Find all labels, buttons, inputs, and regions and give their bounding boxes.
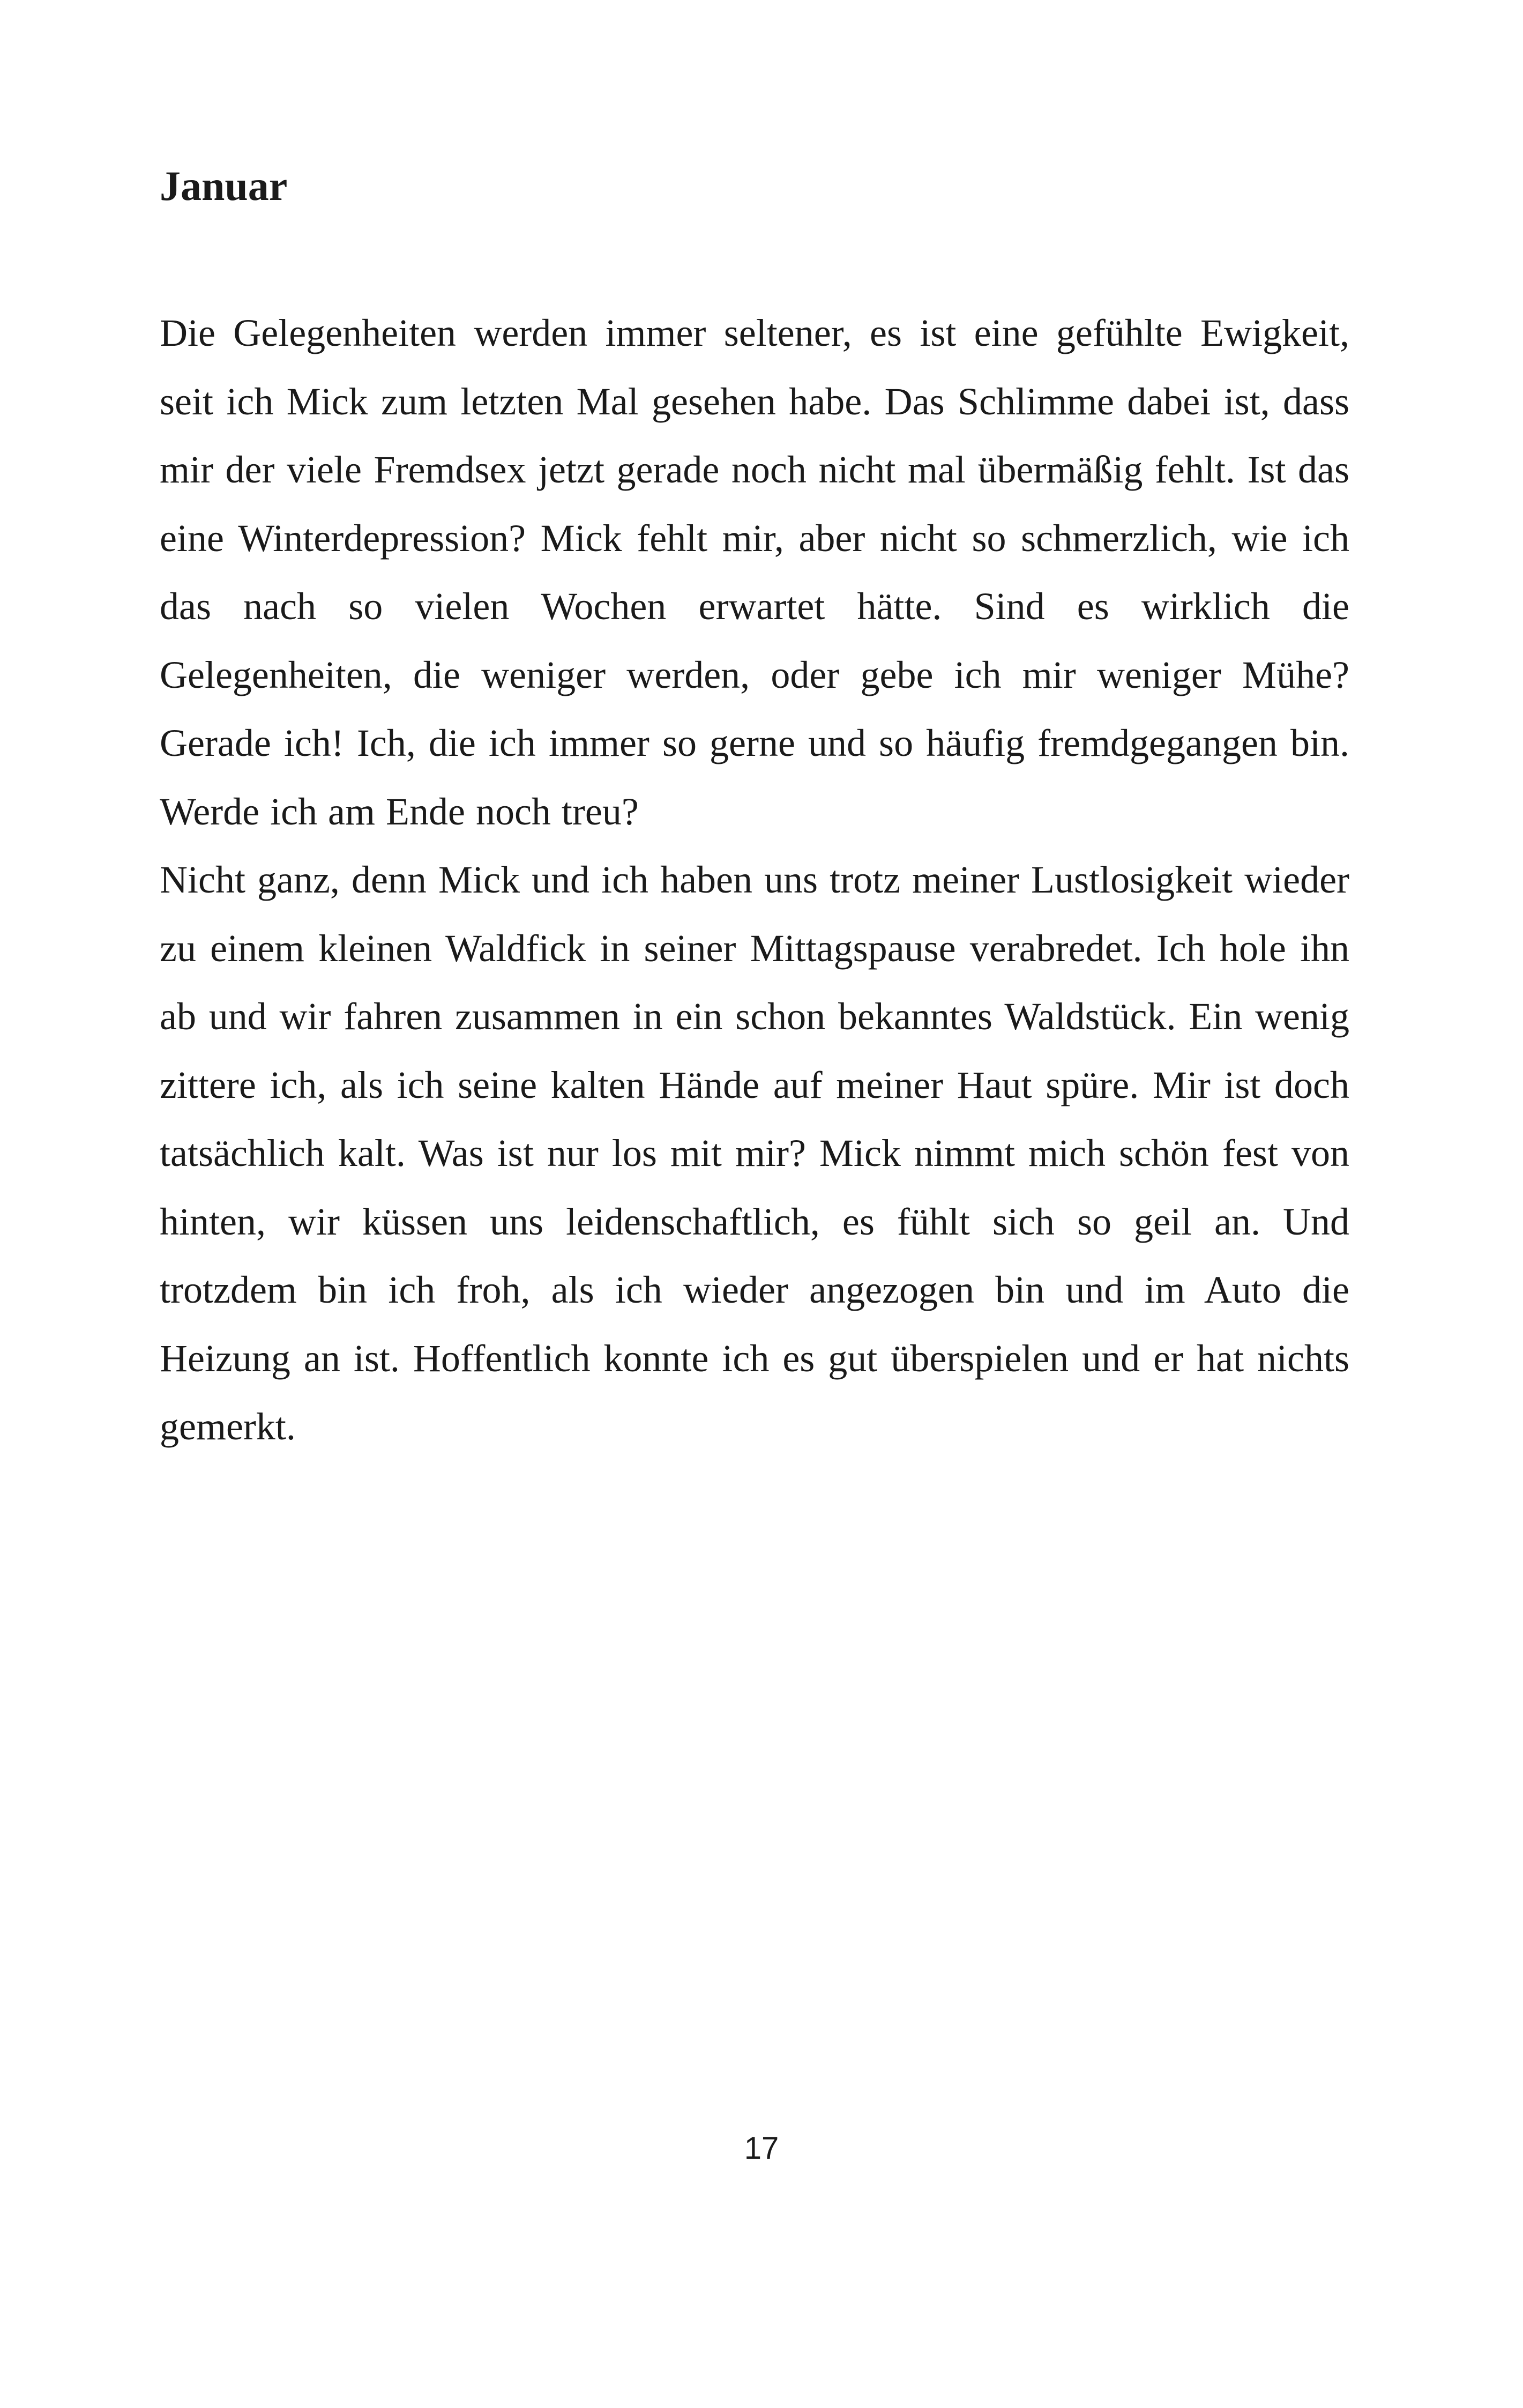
body-text [160, 299, 1349, 1461]
paragraph-2: Nicht ganz, denn Mick und ich haben uns trotz meiner Lustlosigkeit wieder zu einem kleinen Waldfick in seiner Mittagspause verabredet. Ich hole ihn ab und wir fahren zusammen in ein schon bekanntes Waldstück. Ein wenig zittere ich, als ich seine kalten Hände auf meiner Haut spüre. Mir ist doch tatsächlich kalt. Was ist nur los mit mir? Mick nimmt mich schön fest von hinten, wir küssen uns leidenschaftlich, es fühlt sich so geil an. Und trotzdem bin ich froh, als ich wieder angezogen bin und im Auto die Heizung an ist. Hoffentlich konnte ich es gut überspielen und er hat nichts gemerkt. [160, 858, 1349, 1448]
chapter-heading: Januar [160, 162, 288, 209]
paragraph-1: Die Gelegenheiten werden immer seltener, es ist eine gefühlte Ewigkeit, seit ich Mick zum letzten Mal gesehen habe. Das Schlimme dabei ist, dass mir der viele Fremdsex jetzt gerade noch nicht mal übermäßig fehlt. Ist das eine Winterdepression? Mick fehlt mir, aber nicht so schmerzlich, wie ich das nach so vielen Wochen erwartet hätte. Sind es wirklich die Gelegenheiten, die weniger werden, oder gebe ich mir weniger Mühe? Gerade ich! Ich, die ich immer so gerne und so häufig fremdgegangen bin. Werde ich am Ende noch treu? [160, 311, 1349, 833]
page-number: 17 [744, 2131, 779, 2166]
